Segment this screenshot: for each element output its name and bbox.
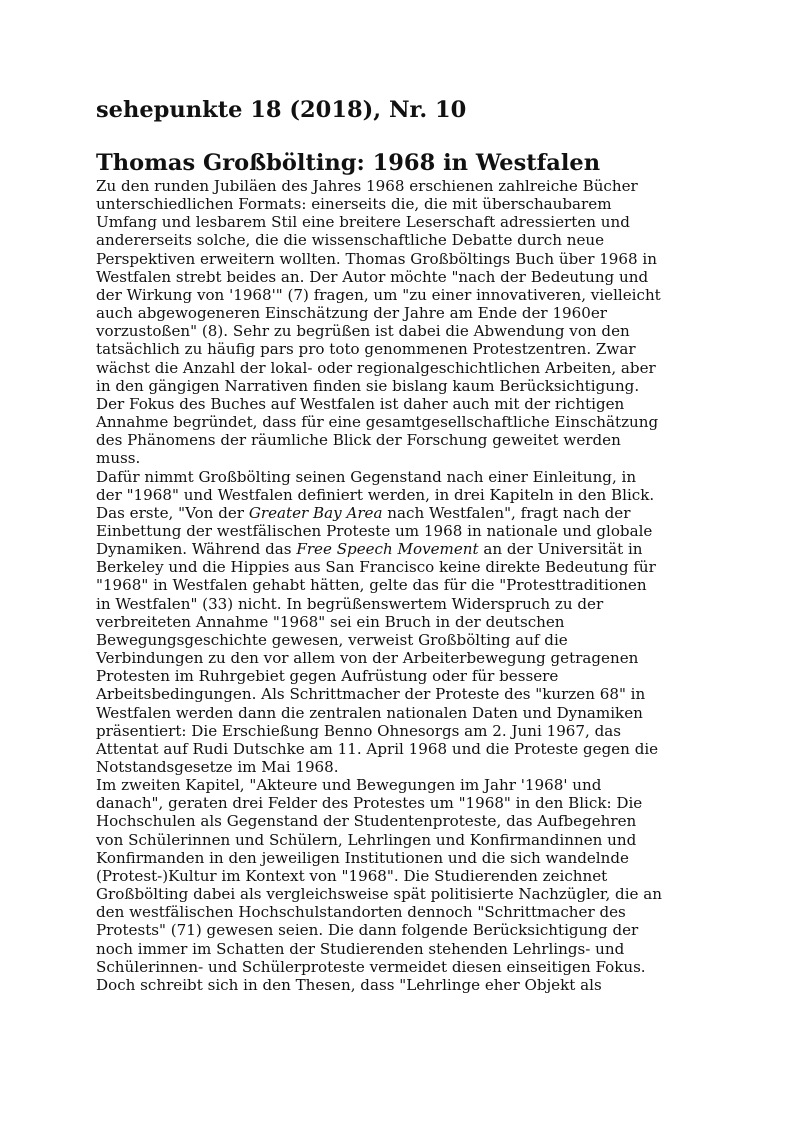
text-line: Berkeley und die Hippies aus San Francisco keine direkte Bedeutung für [96, 558, 656, 577]
text-line: des Phänomens der räumliche Blick der Forschung geweitet werden [96, 431, 621, 450]
text-line: Protesten im Ruhrgebiet gegen Aufrüstung oder für bessere [96, 667, 559, 686]
text-line: "1968" in Westfalen gehabt hätten, gelte das für die "Protesttraditionen [96, 576, 647, 595]
text-line: Verbindungen zu den vor allem von der Arbeiterbewegung getragenen [96, 649, 639, 668]
journal-citation: sehepunkte 18 (2018), Nr. 10 [96, 97, 467, 123]
text-line: noch immer im Schatten der Studierenden stehenden Lehrlings- und [96, 939, 625, 958]
text-line: Das erste, "Von der Greater Bay Area nach Westfalen", fragt nach der [96, 503, 631, 522]
text-line: Hochschulen als Gegenstand der Studentenproteste, das Aufbegehren [96, 812, 637, 831]
text-line: Bewegungsgeschichte gewesen, verweist Großbölting auf die [96, 630, 568, 649]
paragraph [96, 776, 706, 994]
text-line: Im zweiten Kapitel, "Akteure und Bewegungen im Jahr '1968' und [96, 776, 602, 795]
text-line: Attentat auf Rudi Dutschke am 11. April 1968 und die Proteste gegen die [96, 739, 659, 758]
text-line: Annahme begründet, dass für eine gesamtgesellschaftliche Einschätzung [96, 413, 659, 432]
text-line: muss. [96, 449, 141, 468]
text-line: Protests" (71) gewesen seien. Die dann folgende Berücksichtigung der [96, 921, 639, 940]
paragraph [96, 468, 706, 777]
text-line: (Protest-)Kultur im Kontext von "1968". Die Studierenden zeichnet [96, 866, 608, 885]
emphasis: Free Speech Movement [296, 540, 479, 559]
review-page [96, 96, 706, 994]
text-line: von Schülerinnen und Schülern, Lehrlingen und Konfirmandinnen und [96, 830, 637, 849]
text-line: Doch schreibt sich in den Thesen, dass "Lehrlinge eher Objekt als [96, 975, 602, 994]
article-body [96, 177, 706, 994]
text-line: der Wirkung von '1968'" (7) fragen, um "zu einer innovativeren, vielleicht [96, 285, 661, 304]
emphasis: Greater Bay Area [248, 503, 383, 522]
text-line: Großbölting dabei als vergleichsweise spät politisierte Nachzügler, die an [96, 885, 662, 904]
text-line: in Westfalen" (33) nicht. In begrüßenswertem Widerspruch zu der [96, 594, 604, 613]
text-line: verbreiteten Annahme "1968" sei ein Bruch in der deutschen [96, 612, 565, 631]
text-line: Der Fokus des Buches auf Westfalen ist daher auch mit der richtigen [96, 394, 625, 413]
text-line: unterschiedlichen Formats: einerseits die, die mit überschaubarem [96, 195, 612, 214]
text-line: in den gängigen Narrativen finden sie bislang kaum Berücksichtigung. [96, 376, 640, 395]
text-line: präsentiert: Die Erschießung Benno Ohnesorgs am 2. Juni 1967, das [96, 721, 622, 740]
text-line: danach", geraten drei Felder des Protestes um "1968" in den Blick: Die [96, 794, 643, 813]
text-line: andererseits solche, die die wissenschaftliche Debatte durch neue [96, 231, 605, 250]
paragraph [96, 177, 706, 468]
text-line: tatsächlich zu häufig pars pro toto genommenen Protestzentren. Zwar [96, 340, 636, 359]
text-line: Westfalen werden dann die zentralen nationalen Daten und Dynamiken [96, 703, 643, 722]
text-line: Zu den runden Jubiläen des Jahres 1968 erschienen zahlreiche Bücher [96, 177, 638, 195]
text-line: Arbeitsbedingungen. Als Schrittmacher der Proteste des "kurzen 68" in [96, 685, 646, 704]
text-line: Notstandsgesetze im Mai 1968. [96, 758, 339, 776]
article-title: Thomas Großbölting: 1968 in Westfalen [96, 150, 601, 176]
text-line: Schülerinnen- und Schülerproteste vermeidet diesen einseitigen Fokus. [96, 957, 646, 976]
text-line: auch abgewogeneren Einschätzung der Jahre am Ende der 1960er [96, 304, 608, 323]
text-line: der "1968" und Westfalen definiert werden, in drei Kapiteln in den Blick. [96, 485, 655, 504]
text-line: den westfälischen Hochschulstandorten dennoch "Schrittmacher des [96, 903, 626, 922]
text-line: Einbettung der westfälischen Proteste um 1968 in nationale und globale [96, 521, 653, 540]
text-line: Perspektiven erweitern wollten. Thomas Großböltings Buch über 1968 in [96, 249, 657, 268]
text-line: Umfang und lesbarem Stil eine breitere Leserschaft adressierten und [96, 213, 630, 232]
text-line: vorzustoßen" (8). Sehr zu begrüßen ist dabei die Abwendung von den [96, 322, 630, 341]
text-line: Dynamiken. Während das Free Speech Movement an der Universität in [96, 540, 643, 559]
text-line: wächst die Anzahl der lokal- oder regionalgeschichtlichen Arbeiten, aber [96, 358, 656, 377]
text-line: Dafür nimmt Großbölting seinen Gegenstand nach einer Einleitung, in [96, 467, 637, 486]
text-line: Konfirmanden in den jeweiligen Institutionen und die sich wandelnde [96, 848, 629, 867]
text-line: Westfalen strebt beides an. Der Autor möchte "nach der Bedeutung und [96, 267, 649, 286]
